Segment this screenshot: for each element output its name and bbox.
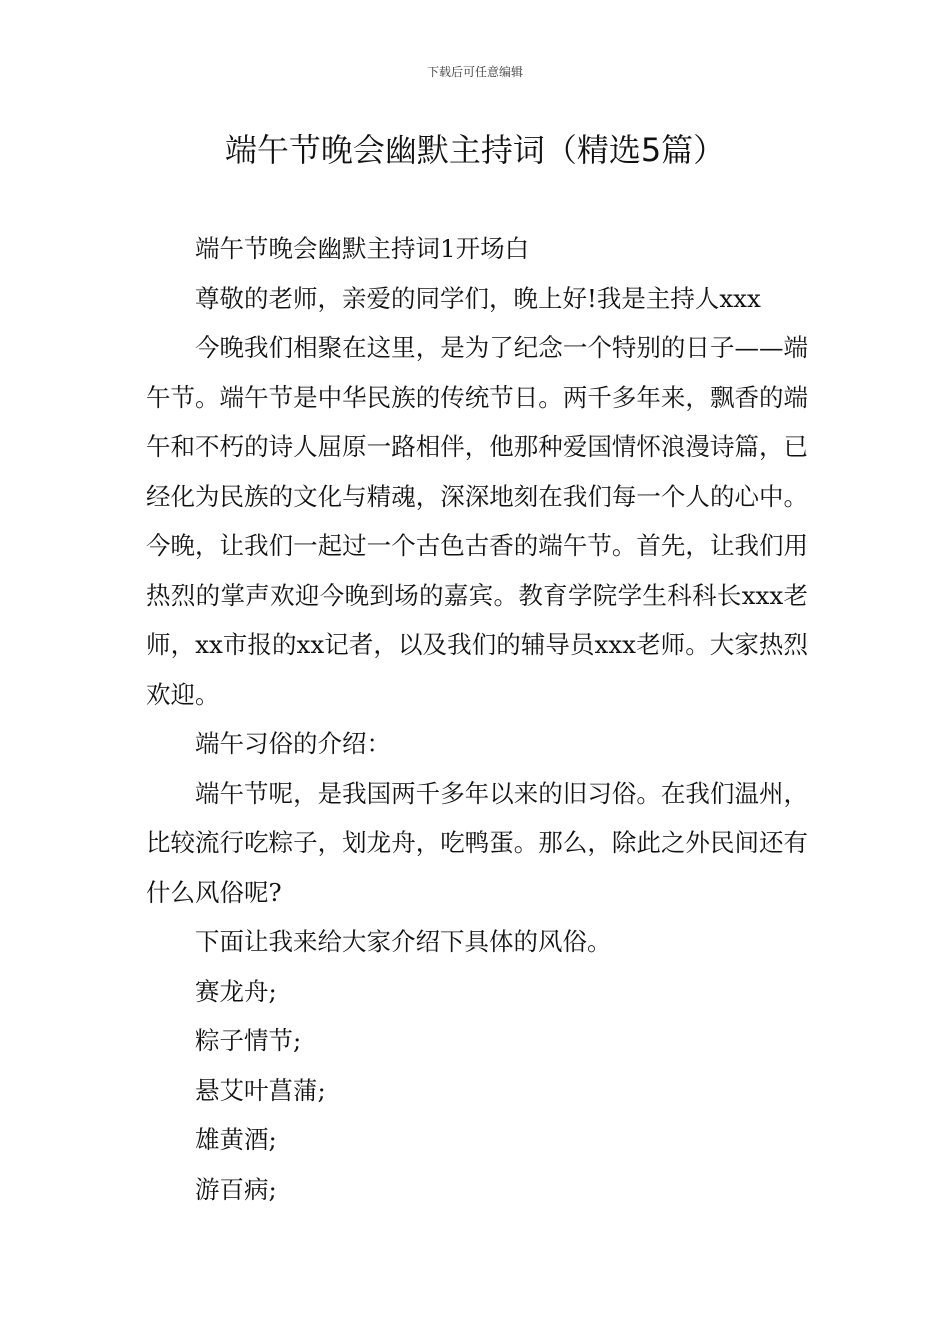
list-item-custom: 赛龙舟; (195, 976, 277, 1006)
list-item-custom: 雄黄酒; (195, 1125, 277, 1154)
document-title: 端午节晚会幽默主持词（精选5篇） (224, 131, 726, 169)
paragraph-customs-heading: 端午习俗的介绍： (195, 729, 391, 758)
list-item-custom: 游百病; (195, 1174, 277, 1204)
list-item-custom: 粽子情节; (195, 1026, 302, 1055)
header-note: 下载后可任意编辑 (426, 65, 523, 79)
list-item-custom: 悬艾叶菖蒲; (195, 1075, 326, 1105)
paragraph-greeting: 尊敬的老师，亲爱的同学们，晚上好!我是主持人xxx (195, 283, 761, 313)
paragraph-customs-lead: 下面让我来给大家介绍下具体的风俗。 (195, 927, 612, 956)
paragraph-introduction: 今晚我们相聚在这里，是为了纪念一个特别的日子——端午节。端午节是中华民族的传统节日。两千多年来，飘香的端午和不朽的诗人屈原一路相伴，他那种爱国情怀浪漫诗篇，已经化为民族的文化与精魂，深深地刻在我们每一个人的心中。今晚，让我们一起过一个古色古香的端午节。首先，让我们用热烈的掌声欢迎今晚到场的嘉宾。教育学院学生科科长xxx老师，xx市报的xx记者，以及我们的辅导员xxx老师。大家热烈欢迎。 (146, 333, 808, 709)
paragraph-customs-intro: 端午节呢，是我国两千多年以来的旧习俗。在我们温州，比较流行吃粽子，划龙舟，吃鸭蛋。那么，除此之外民间还有什么风俗呢? (146, 778, 808, 907)
document-body (146, 224, 808, 1214)
paragraph-opening-heading: 端午节晚会幽默主持词1开场白 (195, 234, 530, 263)
